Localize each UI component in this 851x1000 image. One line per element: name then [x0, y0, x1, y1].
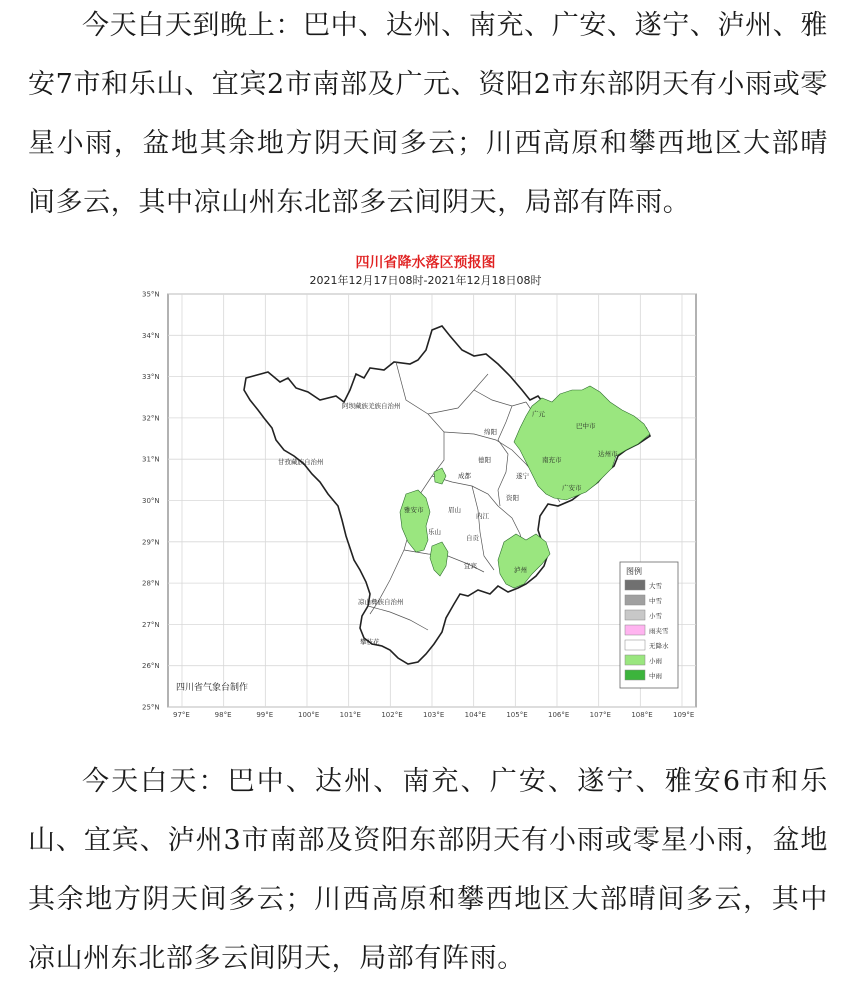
legend-swatch [625, 595, 645, 605]
legend-title: 图例 [626, 567, 642, 576]
lat-label: 34°N [142, 331, 160, 340]
legend-label: 小雨 [649, 657, 662, 665]
legend-swatch [625, 625, 645, 635]
label-bazhong: 巴中市 [576, 422, 596, 430]
legend-swatch [625, 655, 645, 665]
legend-label: 中雪 [649, 597, 662, 605]
map-title: 四川省降水落区预报图 [355, 255, 496, 271]
lat-label: 32°N [142, 414, 160, 423]
lat-label: 29°N [142, 538, 160, 547]
label-guangan: 广安市 [562, 484, 582, 492]
lon-label: 98°E [214, 711, 232, 719]
label-leshan: 乐山 [428, 528, 441, 536]
label-panzhihua: 攀枝花 [360, 638, 380, 646]
lon-label: 107°E [589, 711, 611, 719]
precipitation-map [128, 250, 723, 720]
legend-swatch [625, 640, 645, 650]
lat-label: 28°N [142, 579, 160, 588]
lon-label: 99°E [256, 711, 274, 719]
lon-label: 104°E [464, 711, 486, 719]
forecast-text-1: 今天白天到晚上：巴中、达州、南充、广安、遂宁、泸州、雅安7市和乐山、宜宾2市南部及广元、资阳2市东部阴天有小雨或零星小雨，盆地其余地方阴天间多云；川西高原和攀西地区大部晴间多云，其中凉山州东北部多云间阴天，局部有阵雨。 [28, 10, 828, 218]
label-ziyang: 资阳 [506, 494, 519, 502]
legend-label: 中雨 [649, 672, 662, 680]
lat-label: 27°N [142, 620, 160, 629]
label-mianyang: 绵阳 [484, 428, 497, 436]
label-aba: 阿坝藏族羌族自治州 [342, 402, 401, 410]
lon-label: 105°E [506, 711, 528, 719]
map-svg [128, 250, 723, 720]
label-luzhou: 泸州 [514, 566, 527, 574]
label-chengdu: 成都 [458, 472, 471, 480]
map-subtitle: 2021年12月17日08时-2021年12月18日08时 [309, 274, 542, 287]
legend-label: 雨夹雪 [649, 627, 669, 635]
latitude-labels [142, 291, 160, 712]
forecast-paragraph-1 [28, 0, 828, 232]
lat-label: 33°N [142, 373, 160, 382]
label-dazhou: 达州市 [598, 450, 618, 458]
lon-label: 106°E [548, 711, 570, 719]
lon-label: 109°E [673, 711, 695, 719]
label-suining: 遂宁 [516, 472, 529, 480]
label-zigong: 自贡 [466, 534, 479, 542]
lat-label: 26°N [142, 662, 160, 671]
lat-label: 35°N [142, 290, 160, 299]
label-yibin: 宜宾 [464, 562, 477, 570]
lat-label: 30°N [142, 497, 160, 505]
lon-label: 97°E [173, 711, 190, 719]
lat-label: 25°N [142, 703, 160, 712]
lon-label: 103°E [423, 711, 445, 719]
map-credit: 四川省气象台制作 [176, 683, 249, 693]
lon-label: 100°E [298, 711, 320, 719]
map-legend [620, 562, 678, 688]
forecast-paragraph-2 [28, 752, 828, 988]
lon-label: 108°E [631, 711, 653, 719]
legend-swatch [625, 670, 645, 680]
label-liangshan: 凉山彝族自治州 [358, 598, 404, 606]
label-meishan: 眉山 [448, 506, 461, 514]
lon-label: 102°E [381, 711, 403, 719]
label-yaan: 雅安市 [404, 506, 424, 514]
legend-label: 无降水 [649, 642, 669, 650]
legend-label: 小雪 [649, 612, 662, 620]
legend-swatch [625, 610, 645, 620]
longitude-labels [173, 711, 694, 719]
label-nanchong: 南充市 [542, 456, 562, 464]
lon-label: 101°E [339, 711, 361, 719]
legend-swatch [625, 580, 645, 590]
legend-label: 大雪 [649, 582, 662, 590]
label-deyang: 德阳 [478, 456, 491, 464]
label-guangyuan: 广元 [532, 410, 545, 418]
label-neijiang: 内江 [476, 512, 489, 520]
label-ganzi: 甘孜藏族自治州 [278, 458, 324, 466]
forecast-text-2: 今天白天：巴中、达州、南充、广安、遂宁、雅安6市和乐山、宜宾、泸州3市南部及资阳东部阴天有小雨或零星小雨，盆地其余地方阴天间多云；川西高原和攀西地区大部晴间多云，其中凉山州东北部多云间阴天，局部有阵雨。 [28, 766, 828, 974]
lat-label: 31°N [142, 455, 160, 464]
